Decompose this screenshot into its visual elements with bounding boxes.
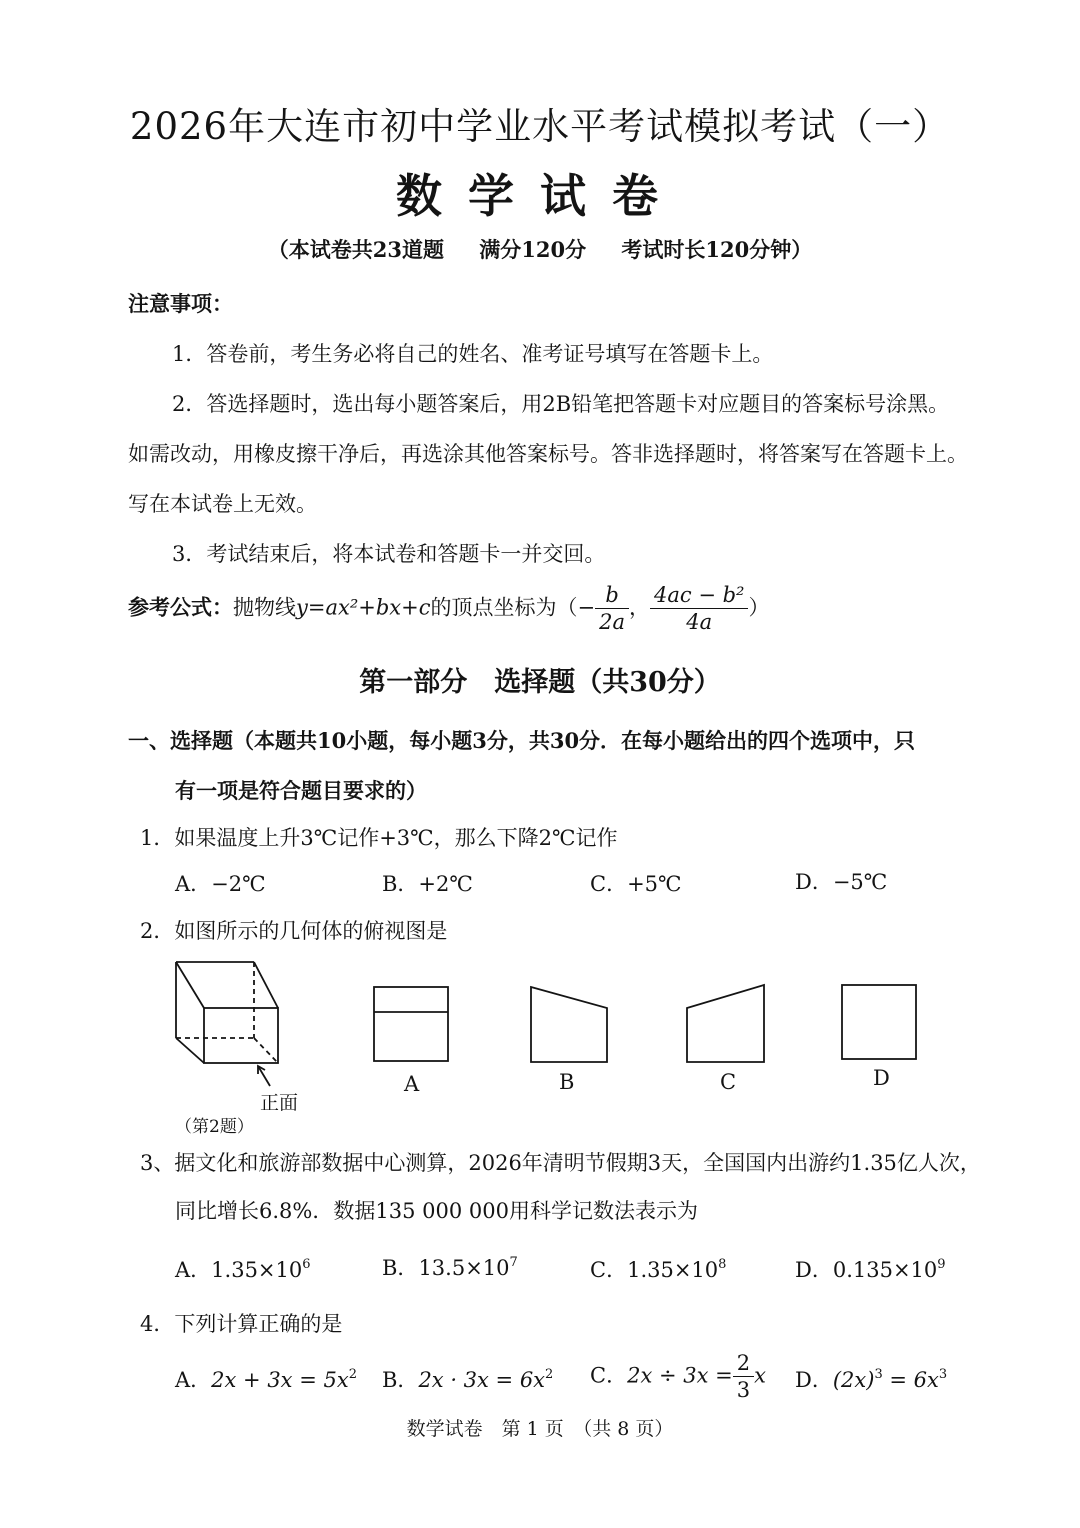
figure-2-caption: （第2题）: [175, 1117, 254, 1137]
option-b-label: B: [559, 1070, 575, 1094]
front-face-label: 正面: [260, 1092, 299, 1114]
option-expression: 2x · 3x = 6x: [418, 1368, 546, 1392]
option-d-label: D: [873, 1066, 890, 1090]
option-exponent: 2: [545, 1367, 554, 1382]
section-one-line-2: 有一项是符合题目要求的）: [175, 778, 427, 803]
option-letter: B．: [382, 1256, 419, 1280]
question-4-stem: 4．下列计算正确的是: [140, 1312, 343, 1336]
option-exponent: 7: [509, 1255, 518, 1270]
q3-option-c: [590, 1254, 726, 1284]
option-expression: (2x): [832, 1368, 875, 1392]
q1-option-c: C．+5℃: [590, 872, 682, 896]
formula-text-2: 的顶点坐标为（−: [430, 595, 596, 620]
notice-item-2-line-2: 如需改动，用橡皮擦干净后，再选涂其他答案标号。答非选择题时，将答案写在答题卡上。: [128, 442, 968, 466]
q1-option-b: B．+2℃: [382, 872, 473, 896]
notice-item-3: 3．考试结束后，将本试卷和答题卡一并交回。: [172, 542, 606, 566]
option-exponent: 9: [937, 1257, 946, 1272]
vertex-y-denominator: 4a: [686, 610, 713, 635]
q4-option-a: [175, 1364, 357, 1394]
question-3-stem-line-2: 同比增长6.8%．数据135 000 000用科学记数法表示为: [175, 1199, 698, 1223]
option-a-shape: [374, 987, 448, 1061]
option-exponent: 3: [874, 1367, 883, 1382]
formula-close: ）: [748, 595, 770, 620]
option-base: 13.5×10: [418, 1256, 510, 1280]
q3-option-d: [795, 1254, 946, 1284]
formula-label: 参考公式：: [128, 594, 233, 620]
question-2-stem: 2．如图所示的几何体的俯视图是: [140, 919, 448, 943]
option-b-shape: [531, 987, 607, 1062]
option-exponent: 8: [718, 1257, 727, 1272]
notice-item-2-line-3: 写在本试卷上无效。: [128, 492, 317, 516]
q3-option-a: [175, 1254, 311, 1284]
option-c-label: C: [720, 1070, 737, 1094]
option-letter: C．: [590, 1258, 628, 1282]
vertex-x-denominator: 2a: [599, 610, 625, 635]
fraction-denominator: 3: [736, 1378, 751, 1403]
option-base: 0.135×10: [832, 1258, 938, 1282]
option-d-shape: [842, 985, 916, 1059]
formula-text: 抛物线: [233, 595, 296, 620]
option-tail: x: [754, 1363, 766, 1388]
option-letter: A．: [175, 1258, 212, 1282]
q4-option-d: [795, 1364, 947, 1394]
q1-option-d: D．−5℃: [795, 870, 888, 894]
option-letter: D．: [795, 1368, 833, 1392]
q1-option-a: A．−2℃: [175, 872, 266, 896]
option-a-label: A: [404, 1072, 420, 1096]
fraction-numerator: 2: [733, 1350, 754, 1377]
notice-item-2-line-1: 2．答选择题时，选出每小题答案后，用2B铅笔把答题卡对应题目的答案标号涂黑。: [172, 392, 950, 416]
exam-subject: 数学试卷: [396, 169, 684, 223]
formula-comma: ，: [629, 595, 650, 620]
full-score: 满分120分: [479, 237, 587, 262]
option-exponent-2: 3: [938, 1367, 948, 1382]
exam-duration: 考试时长120分钟）: [621, 237, 813, 262]
question-3-stem-line-1: 3、据文化和旅游部数据中心测算，2026年清明节假期3天，全国国内出游约1.35亿人次，: [140, 1151, 981, 1175]
option-expression: 2x + 3x = 5x: [211, 1368, 349, 1392]
option-c-shape: [687, 985, 764, 1062]
q4-option-c: [590, 1350, 766, 1404]
formula-equation: =ax²+bx+c: [307, 595, 431, 620]
vertex-y-numerator: 4ac − b²: [650, 582, 748, 609]
notice-heading: 注意事项：: [128, 291, 233, 316]
section-one-line-1: 一、选择题（本题共10小题，每小题3分，共30分．在每小题给出的四个选项中，只: [128, 728, 916, 753]
notice-item-1: 1．答卷前，考生务必将自己的姓名、准考证号填写在答题卡上。: [172, 342, 774, 366]
geometric-solid-figure: [176, 962, 278, 1086]
option-expression-2: = 6x: [882, 1368, 939, 1392]
option-base: 1.35×10: [211, 1258, 303, 1282]
option-letter: C．: [590, 1363, 628, 1388]
option-exponent: 2: [348, 1367, 357, 1382]
option-letter: A．: [175, 1368, 212, 1392]
option-letter: B．: [382, 1368, 419, 1392]
vertex-x-numerator: b: [595, 582, 629, 609]
q4-option-b: [382, 1364, 553, 1394]
part-one-heading: 第一部分 选择题（共30分）: [359, 667, 721, 698]
page-footer: 数学试卷 第 1 页 （共 8 页）: [406, 1418, 674, 1440]
question-count: （本试卷共23道题: [267, 237, 444, 262]
formula-y: y: [296, 595, 308, 620]
option-exponent: 6: [302, 1257, 311, 1272]
option-letter: D．: [795, 1258, 833, 1282]
option-base: 1.35×10: [627, 1258, 719, 1282]
option-expression: 2x ÷ 3x =: [627, 1363, 733, 1388]
option-c-fraction: [733, 1350, 754, 1404]
question-1-stem: 1．如果温度上升3℃记作+3℃，那么下降2℃记作: [140, 826, 618, 850]
exam-title: 2026年大连市初中学业水平考试模拟考试（一）: [129, 105, 951, 148]
q3-option-b: [382, 1252, 518, 1282]
